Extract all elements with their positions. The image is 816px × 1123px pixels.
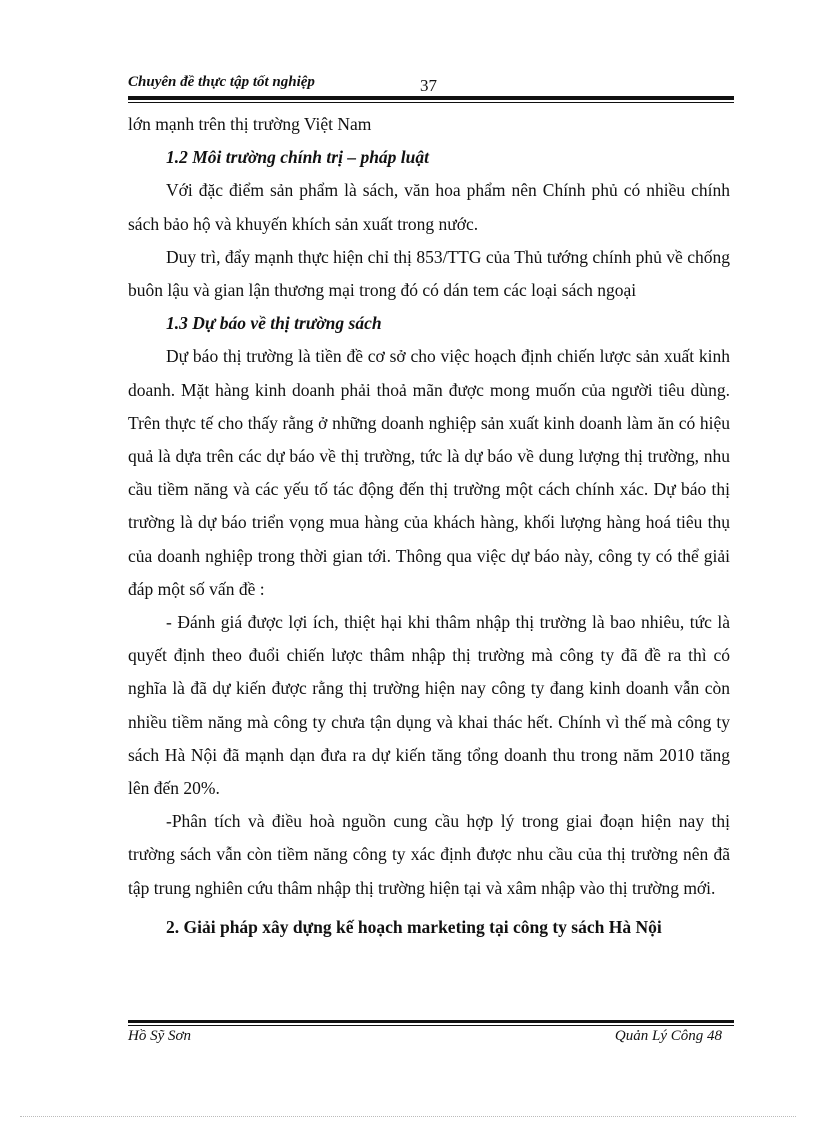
page-edge-divider bbox=[20, 1116, 796, 1117]
paragraph: -Phân tích và điều hoà nguồn cung cầu hợp lý trong giai đoạn hiện nay thị trường sách vẫn còn tiềm năng công ty xác định được nhu cầu của thị trường nên đã tập trung nghiên cứu thâm nhập thị trường hiện tại và xâm nhập vào thị trường mới. bbox=[128, 811, 730, 898]
footer-rule-thick bbox=[128, 1020, 734, 1023]
paragraph: Duy trì, đẩy mạnh thực hiện chỉ thị 853/TTG của Thủ tướng chính phủ về chống buôn lậu và gian lận thương mại trong đó có dán tem các loại sách ngoại bbox=[128, 246, 730, 301]
section-heading-1-3: 1.3 Dự báo về thị trường sách bbox=[166, 313, 382, 334]
page-body bbox=[128, 108, 730, 944]
header-title: Chuyên đề thực tập tốt nghiệp bbox=[128, 74, 315, 90]
header-rule-thin bbox=[128, 102, 734, 103]
footer-author: Hồ Sỹ Sơn bbox=[128, 1028, 191, 1044]
section-heading-1-2: 1.2 Môi trường chính trị – pháp luật bbox=[166, 147, 430, 168]
paragraph: Với đặc điểm sản phẩm là sách, văn hoa phẩm nên Chính phủ có nhiều chính sách bảo hộ và khuyến khích sản xuất trong nước. bbox=[128, 180, 730, 234]
section-heading-2: 2. Giải pháp xây dựng kế hoạch marketing tại công ty sách Hà Nội bbox=[166, 916, 662, 937]
paragraph: - Đánh giá được lợi ích, thiệt hại khi thâm nhập thị trường là bao nhiêu, tức là quyết định theo đuổi chiến lược thâm nhập thị trường mà công ty đã đề ra thì có nghĩa là đã dự kiến được rằng thị trường hiện nay công ty đang kinh doanh vẫn còn nhiều tiềm năng mà công ty chưa tận dụng và khai thác hết. Chính vì thế mà công ty sách Hà Nội đã mạnh dạn đưa ra dự kiến tăng tổng doanh thu trong năm 2010 tăng lên đến 20%. bbox=[128, 612, 730, 799]
paragraph-continuation: lớn mạnh trên thị trường Việt Nam bbox=[128, 114, 372, 134]
footer-class: Quản Lý Công 48 bbox=[614, 1028, 722, 1044]
footer-rule-thin bbox=[128, 1025, 734, 1026]
header-rule-thick bbox=[128, 96, 734, 100]
page-footer bbox=[128, 1028, 734, 1050]
page-header bbox=[128, 74, 734, 96]
paragraph: Dự báo thị trường là tiền đề cơ sở cho việc hoạch định chiến lược sản xuất kinh doanh. Mặt hàng kinh doanh phải thoả mãn được mong muốn của người tiêu dùng. Trên thực tế cho thấy rằng ở những doanh nghiệp sản xuất kinh doanh làm ăn có hiệu quả là dựa trên các dự báo về thị trường, tức là dự báo về dung lượng thị trường, nhu cầu tiềm năng và các yếu tố tác động đến thị trường một cách chính xác. Dự báo thị trường là dự báo triển vọng mua hàng của khách hàng, khối lượng hàng hoá tiêu thụ của doanh nghiệp trong thời gian tới. Thông qua việc dự báo này, công ty có thể giải đáp một số vấn đề : bbox=[128, 346, 730, 599]
page-number: 37 bbox=[420, 76, 437, 95]
